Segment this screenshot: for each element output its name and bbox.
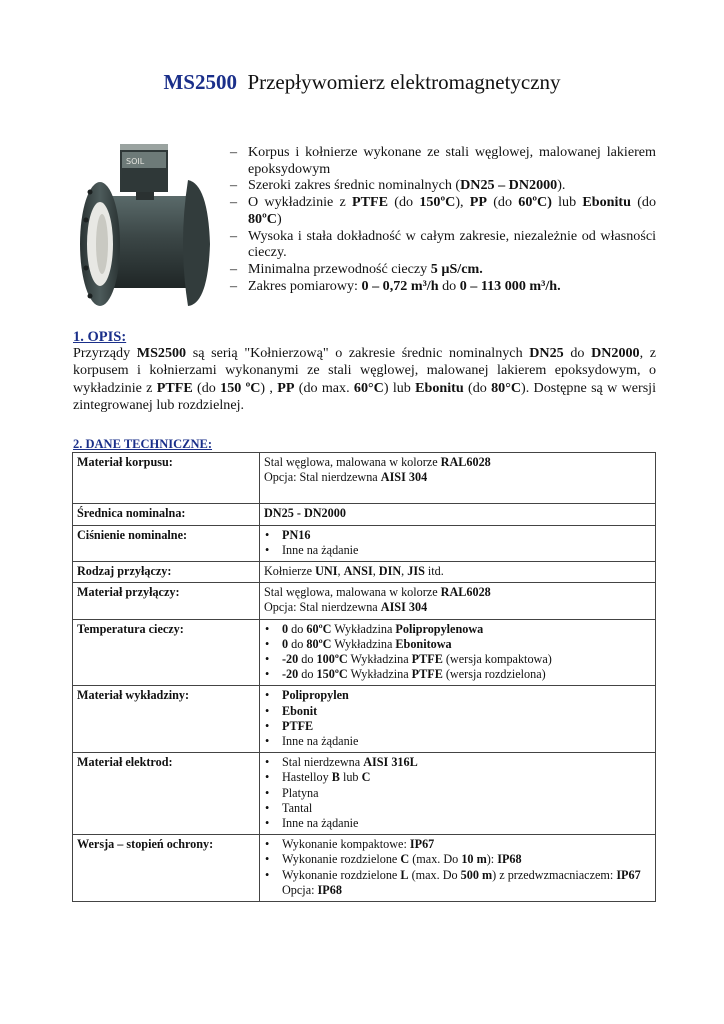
feature-item xyxy=(230,228,656,261)
text-run: Przyrządy xyxy=(73,345,137,361)
bold-text: 150ºC xyxy=(316,667,348,682)
text-run: Inne na żądanie xyxy=(282,734,359,749)
text-run: Wykładzina xyxy=(347,652,412,667)
bold-text: PTFE xyxy=(156,379,193,396)
bold-text: C xyxy=(361,770,371,785)
list-item xyxy=(264,637,651,652)
list-item xyxy=(264,688,651,703)
feature-list xyxy=(230,144,656,294)
bold-text: PTFE xyxy=(282,718,314,733)
list-item xyxy=(264,801,651,816)
bold-text: IP68 xyxy=(497,852,522,867)
bold-text: PTFE xyxy=(411,652,443,667)
text-run: Kołnierze xyxy=(264,564,316,579)
text-run: , xyxy=(337,564,344,579)
text-run: ): xyxy=(486,852,498,867)
list-item xyxy=(264,770,651,785)
bold-text: 10 m xyxy=(461,852,487,867)
bold-text: DN25 xyxy=(529,345,564,361)
text-run: do xyxy=(298,652,317,667)
text-run: ). xyxy=(557,177,566,194)
text-run: Wykładzina xyxy=(331,636,396,651)
text-run: itd. xyxy=(424,564,444,579)
bold-text: 80ºC xyxy=(306,636,332,651)
spec-label: Wersja – stopień ochrony: xyxy=(73,835,260,902)
text-run: do xyxy=(298,667,317,682)
bold-text: RAL6028 xyxy=(440,585,491,600)
table-row xyxy=(73,453,656,504)
bold-text: Ebonitu xyxy=(415,379,464,396)
spec-value xyxy=(260,835,656,902)
spec-label: Rodzaj przyłączy: xyxy=(73,562,260,583)
bold-text: Ebonitowa xyxy=(395,636,452,651)
bold-text: IP67 xyxy=(616,867,641,882)
spec-label: Materiał przyłączy: xyxy=(73,583,260,619)
text-run: , xyxy=(401,564,408,579)
text-run: Wysoka i stała dokładność w całym zakresie, niezależnie od własności cieczy. xyxy=(248,227,656,261)
flowmeter-photo xyxy=(76,140,214,308)
text-run: ). Dostępne są w wersji zintegrowanej lub rozdzielnej. xyxy=(73,379,657,414)
table-row xyxy=(73,835,656,902)
list-item xyxy=(264,837,651,852)
table-row xyxy=(73,619,656,686)
bold-text: 0 xyxy=(282,636,289,651)
text-run: Inne na żądanie xyxy=(282,816,359,831)
bold-text: DN25 - DN2000 xyxy=(264,506,346,521)
bold-text: 0 – 0,72 m³/h xyxy=(361,277,439,294)
text-run: lub xyxy=(551,194,583,211)
text-run: (do xyxy=(192,379,221,396)
bold-text: 0 xyxy=(282,621,289,636)
spec-value xyxy=(260,453,656,504)
text-run: Platyna xyxy=(282,785,319,800)
list-item xyxy=(264,704,651,719)
bold-text: 0 – 113 000 m³/h. xyxy=(459,277,561,294)
bold-text: PP xyxy=(469,194,487,211)
text-run: Wykonanie rozdzielone xyxy=(282,867,401,882)
bold-text: 80ºC xyxy=(248,210,277,227)
bold-text: 80°C xyxy=(491,379,522,396)
spec-value xyxy=(260,619,656,686)
text-run: (wersja rozdzielona) xyxy=(442,667,546,682)
list-item xyxy=(264,528,651,543)
bold-text: PTFE xyxy=(352,194,389,211)
spec-line xyxy=(264,564,651,579)
bold-text: PTFE xyxy=(411,667,443,682)
text-run: (do xyxy=(487,194,519,211)
bold-text: 150ºC xyxy=(419,194,456,211)
text-run: ), xyxy=(455,194,470,211)
text-run: Stal węglowa, malowana w kolorze xyxy=(264,455,441,469)
list-item xyxy=(264,622,651,637)
text-run: Tantal xyxy=(282,800,313,815)
model-name: MS2500 xyxy=(163,70,237,94)
bold-text: Polipropylenowa xyxy=(395,621,484,636)
text-run: (max. Do xyxy=(408,867,461,882)
spec-label: Materiał korpusu: xyxy=(73,453,260,504)
text-run: Szeroki zakres średnic nominalnych ( xyxy=(248,177,461,194)
text-run: ) , xyxy=(260,379,278,396)
text-run: Inne na żądanie xyxy=(282,542,359,557)
text-run: Wykonanie kompaktowe: xyxy=(282,837,410,852)
table-row xyxy=(73,504,656,525)
text-run: do xyxy=(288,621,307,636)
list-item xyxy=(264,868,651,898)
dash-marker: – xyxy=(230,277,238,294)
dash-marker: – xyxy=(230,260,238,277)
text-run: ) xyxy=(276,210,282,227)
table-row xyxy=(73,753,656,835)
feature-item xyxy=(230,177,656,194)
spec-value xyxy=(260,562,656,583)
list-item xyxy=(264,852,651,867)
text-run: lub xyxy=(339,770,362,785)
spec-label: Temperatura cieczy: xyxy=(73,619,260,686)
feature-item xyxy=(230,194,656,227)
spec-line xyxy=(264,585,651,600)
feature-item xyxy=(230,144,656,177)
specs-table xyxy=(72,452,656,902)
text-run: są serią "Kołnierzową" o zakresie średnic nominalnych xyxy=(186,345,530,361)
spec-line xyxy=(264,600,651,615)
spec-bullet-list xyxy=(264,755,651,831)
spec-value xyxy=(260,525,656,561)
bold-text: 5 µS/cm. xyxy=(430,260,483,277)
spec-label: Materiał wykładziny: xyxy=(73,686,260,753)
list-item xyxy=(264,786,651,801)
text-run: Zakres pomiarowy: xyxy=(248,277,362,294)
spec-value xyxy=(260,753,656,835)
text-run: , xyxy=(372,564,379,579)
dash-marker: – xyxy=(230,227,238,244)
text-run: (do xyxy=(630,194,656,211)
bold-text: 60°C xyxy=(353,379,384,396)
dash-marker: – xyxy=(230,144,238,160)
bold-text: JIS xyxy=(407,564,425,579)
bold-text: AISI 304 xyxy=(380,470,428,485)
section-1-heading: 1. OPIS: xyxy=(73,329,127,345)
text-run: (wersja kompaktowa) xyxy=(442,652,552,667)
bold-text: L xyxy=(400,867,409,882)
text-run: do xyxy=(563,345,592,361)
bold-text: PN16 xyxy=(282,527,311,542)
bold-text: DIN xyxy=(378,564,402,579)
list-item xyxy=(264,667,651,682)
spec-value xyxy=(260,504,656,525)
text-run: Opcja: Stal nierdzewna xyxy=(264,470,381,485)
bold-text: 500 m xyxy=(460,867,493,882)
list-item xyxy=(264,543,651,558)
dash-marker: – xyxy=(230,177,238,194)
table-row xyxy=(73,562,656,583)
spec-bullet-list xyxy=(264,837,651,898)
spec-bullet-list xyxy=(264,528,651,558)
section-2-heading: 2. DANE TECHNICZNE: xyxy=(73,437,213,451)
text-run: (do max. xyxy=(294,379,354,396)
photo-label: SOIL xyxy=(126,157,145,166)
bold-text: -20 xyxy=(282,667,299,682)
table-row xyxy=(73,525,656,561)
feature-item xyxy=(230,261,656,278)
list-item xyxy=(264,652,651,667)
spec-value xyxy=(260,583,656,619)
spec-line xyxy=(264,506,651,521)
text-run: Opcja: Stal nierdzewna xyxy=(264,600,381,615)
bold-text: RAL6028 xyxy=(440,455,491,469)
bold-text: Ebonitu xyxy=(582,194,631,211)
text-run: O wykładzinie z xyxy=(248,194,353,211)
bold-text: 100ºC xyxy=(316,652,348,667)
text-run: , z korpusem i kołnierzami wykonanymi ze stali węglowej, malowanej lakierem epoksydowym, o wykładzinie z xyxy=(73,345,657,396)
bold-text: Polipropylen xyxy=(282,688,349,703)
bold-text: PP xyxy=(277,379,295,396)
text-run: Stal węglowa, malowana w kolorze xyxy=(264,585,441,600)
text-run: Minimalna przewodność cieczy xyxy=(248,260,431,277)
table-row xyxy=(73,686,656,753)
bold-text: UNI xyxy=(315,564,338,579)
feature-item xyxy=(230,278,656,295)
bold-text: C xyxy=(400,852,410,867)
bold-text: IP68 xyxy=(317,882,342,897)
product-title: Przepływomierz elektromagnetyczny xyxy=(247,70,561,94)
list-item xyxy=(264,755,651,770)
spec-bullet-list xyxy=(264,688,651,749)
text-run: (do xyxy=(463,379,492,396)
spec-line xyxy=(264,455,651,470)
section-1-text xyxy=(73,345,656,415)
dash-marker: – xyxy=(230,194,238,211)
bold-text: DN2000 xyxy=(591,345,640,361)
bold-text: MS2500 xyxy=(136,345,187,361)
text-run: Opcja: xyxy=(282,882,318,897)
bold-text: DN25 – DN2000 xyxy=(460,177,558,194)
page-title xyxy=(0,70,724,95)
bold-text: AISI 316L xyxy=(363,755,418,770)
bold-text: Ebonit xyxy=(282,703,318,718)
list-item xyxy=(264,719,651,734)
table-row xyxy=(73,583,656,619)
text-run: Stal nierdzewna xyxy=(282,755,364,770)
text-run: Wykonanie rozdzielone xyxy=(282,852,401,867)
list-item xyxy=(264,734,651,749)
bold-text: IP67 xyxy=(409,837,435,852)
text-run: (max. Do xyxy=(409,852,462,867)
spec-label: Średnica nominalna: xyxy=(73,504,260,525)
text-run: Wykładzina xyxy=(331,621,396,636)
text-run: do xyxy=(438,277,460,294)
text-run: ) lub xyxy=(383,379,416,396)
bold-text: ANSI xyxy=(343,564,373,579)
spec-label: Ciśnienie nominalne: xyxy=(73,525,260,561)
bold-text: B xyxy=(331,770,340,785)
text-run: (do xyxy=(388,194,420,211)
bold-text: 150 ºC xyxy=(220,379,261,396)
spec-label: Materiał elektrod: xyxy=(73,753,260,835)
spec-line xyxy=(264,470,651,485)
spec-line xyxy=(264,485,651,500)
bold-text: 60ºC) xyxy=(518,194,552,211)
spec-bullet-list xyxy=(264,622,651,683)
text-run: do xyxy=(288,636,307,651)
bold-text: 60ºC xyxy=(306,621,332,636)
bold-text: -20 xyxy=(282,652,299,667)
text-run: Wykładzina xyxy=(347,667,412,682)
bold-text: AISI 304 xyxy=(380,600,428,615)
text-run: ) z przedwzmacniaczem: xyxy=(492,867,617,882)
spec-value xyxy=(260,686,656,753)
list-item xyxy=(264,816,651,831)
text-run: Korpus i kołnierze wykonane ze stali węglowej, malowanej lakierem epoksydowym xyxy=(248,144,656,177)
text-run: Hastelloy xyxy=(282,770,332,785)
